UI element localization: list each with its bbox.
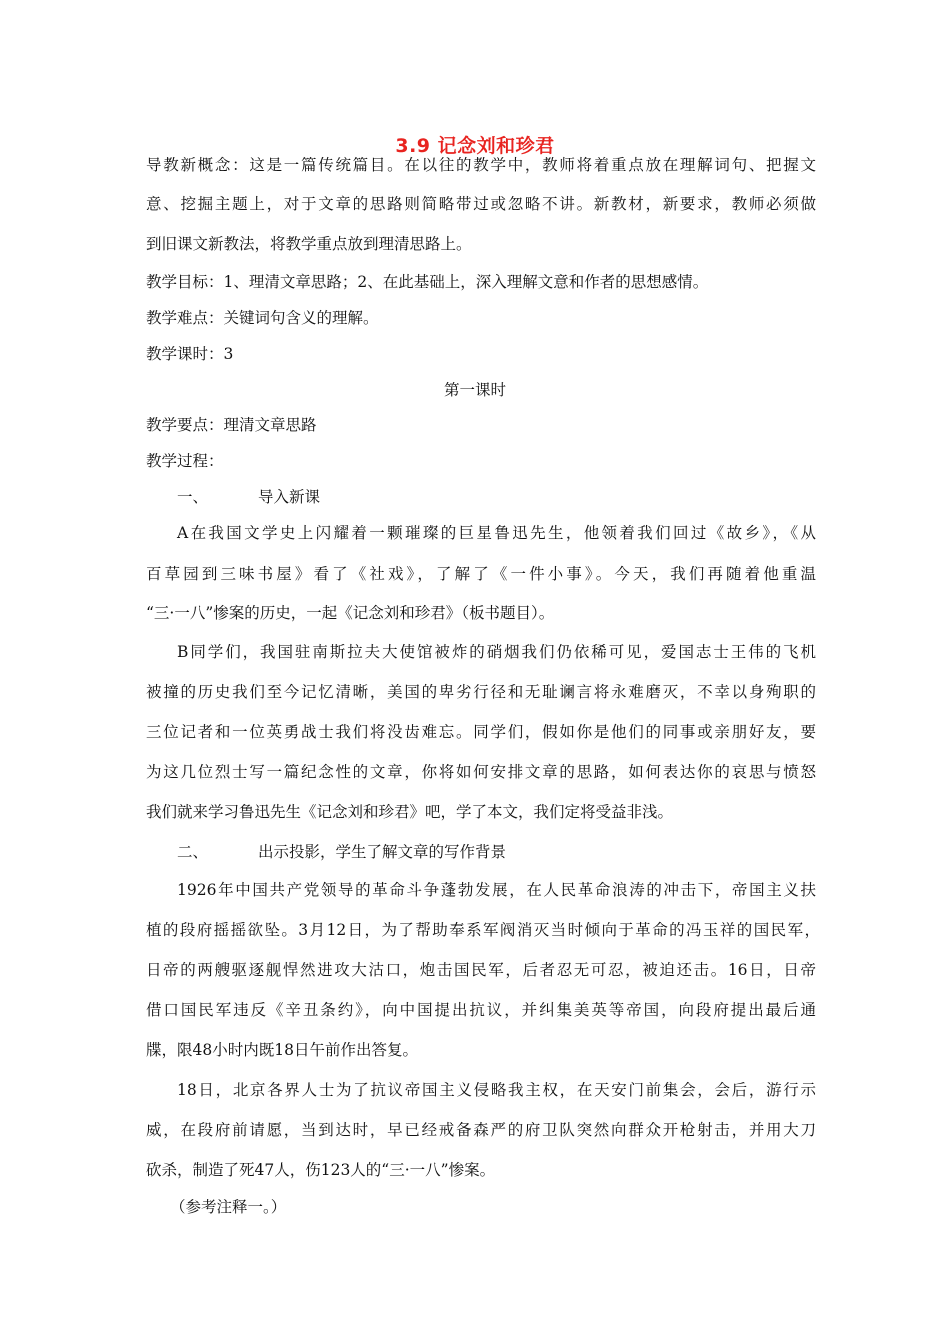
paragraph-b-line-5: 我们就来学习鲁迅先生《记念刘和珍君》吧，学了本文，我们定将受益非浅。: [146, 803, 674, 821]
section-one-number: 一、: [177, 488, 209, 506]
paragraph-b-line-4: 为这几位烈士写一篇纪念性的文章，你将如何安排文章的思路，如何表达你的哀思与愤怒: [146, 763, 816, 781]
background-line-2: 植的段府摇摇欲坠。3月12日，为了帮助奉系军阀消灭当时倾向于革命的冯玉祥的国民军，: [146, 921, 820, 939]
paragraph-b-line-3: 三位记者和一位英勇战士我们将没齿难忘。同学们，假如你是他们的同事或亲朋好友，要: [146, 723, 816, 741]
teaching-hours: 教学课时：3: [146, 345, 234, 363]
incident-line-1: 18日，北京各界人士为了抗议帝国主义侵略我主权，在天安门前集会，会后，游行示: [177, 1081, 816, 1099]
section-two-number: 二、: [177, 843, 209, 861]
paragraph-b-line-2: 被撞的历史我们至今记忆清晰，美国的卑劣行径和无耻谰言将永难磨灭，不幸以身殉职的: [146, 683, 816, 701]
teaching-difficulty: 教学难点：关键词句含义的理解。: [146, 309, 379, 327]
intro-line-3: 到旧课文新教法，将教学重点放到理清思路上。: [146, 235, 472, 253]
paragraph-a-line-3: “三·一八”惨案的历史，一起《记念刘和珍君》（板书题目）。: [146, 604, 555, 622]
background-line-5: 牒，限48小时内既18日午前作出答复。: [146, 1041, 418, 1059]
intro-line-1: 导教新概念：这是一篇传统篇目。在以往的教学中，教师将着重点放在理解词句、把握文: [146, 156, 816, 174]
section-two-title: 出示投影，学生了解文章的写作背景: [258, 843, 507, 861]
lesson-heading: 第一课时: [443, 381, 506, 399]
incident-line-3: 砍杀，制造了死47人，伤123人的“三·一八”惨案。: [146, 1161, 496, 1179]
reference-note: （参考注释一。）: [170, 1198, 287, 1216]
document-title: 3.9 记念刘和珍君: [395, 135, 555, 157]
section-one-heading: [177, 487, 847, 507]
paragraph-a-line-2: 百草园到三味书屋》看了《社戏》，了解了《一件小事》。今天，我们再随着他重温: [146, 565, 816, 583]
background-line-1: 1926年中国共产党领导的革命斗争蓬勃发展，在人民革命浪涛的冲击下，帝国主义扶: [177, 881, 816, 899]
intro-line-2: 意、挖掘主题上，对于文章的思路则简略带过或忽略不讲。新教材，新要求，教师必须做: [146, 195, 816, 213]
section-one-title: 导入新课: [258, 488, 321, 506]
teaching-points: 教学要点：理清文章思路: [146, 416, 317, 434]
section-two-heading: [177, 842, 847, 862]
background-line-4: 借口国民军违反《辛丑条约》，向中国提出抗议，并纠集美英等帝国，向段府提出最后通: [146, 1001, 816, 1019]
teaching-process: 教学过程：: [146, 452, 224, 470]
background-line-3: 日帝的两艘驱逐舰悍然进攻大沽口，炮击国民军，后者忍无可忍，被迫还击。16日，日帝: [146, 961, 816, 979]
paragraph-a-line-1: A在我国文学史上闪耀着一颗璀璨的巨星鲁迅先生，他领着我们回过《故乡》，《从: [177, 524, 816, 542]
incident-line-2: 威，在段府前请愿，当到达时，早已经戒备森严的府卫队突然向群众开枪射击，并用大刀: [146, 1121, 816, 1139]
paragraph-b-line-1: B同学们，我国驻南斯拉夫大使馆被炸的硝烟我们仍依稀可见，爱国志士王伟的飞机: [177, 643, 816, 661]
teaching-goals: 教学目标：1、理清文章思路；2、在此基础上，深入理解文意和作者的思想感情。: [146, 273, 709, 291]
